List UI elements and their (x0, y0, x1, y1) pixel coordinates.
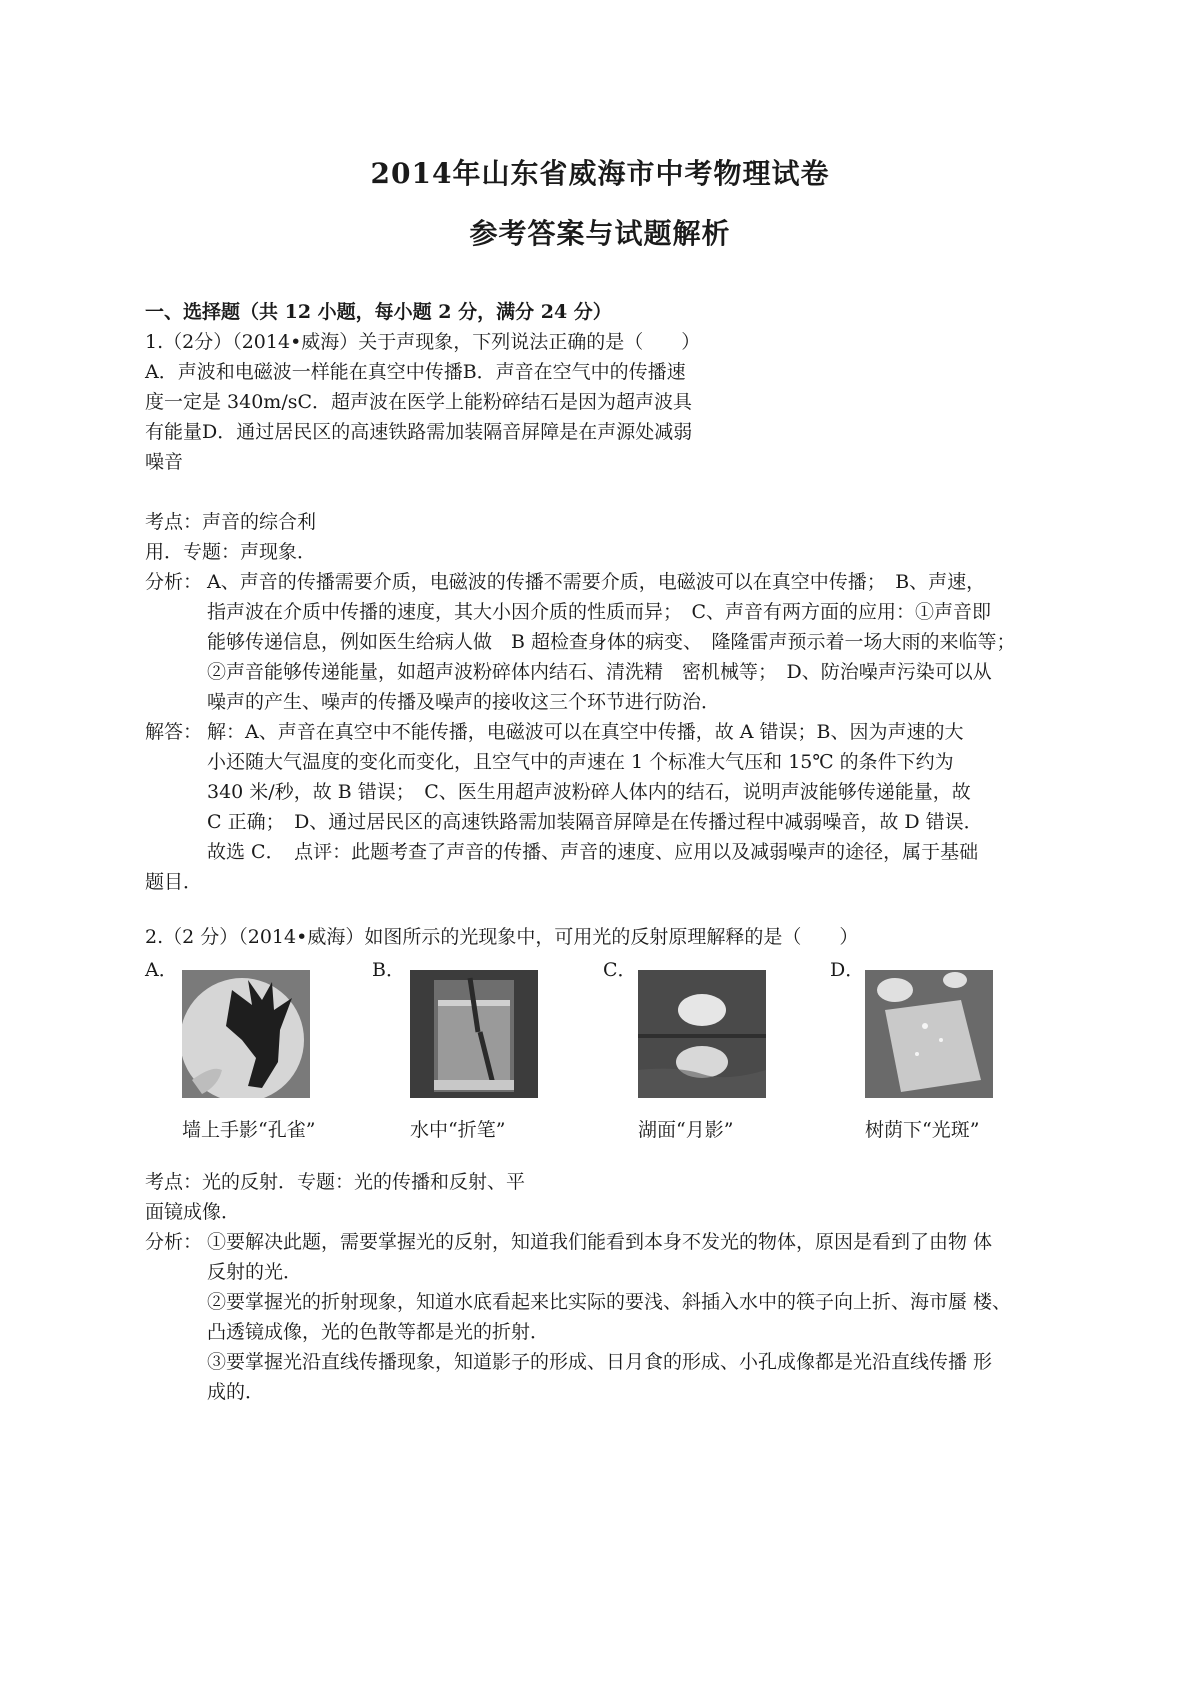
q2-option-caption: 水中“折笔” (410, 1119, 506, 1141)
q2-kaodian-line: 考点：光的反射．专题：光的传播和反射、平 (145, 1171, 526, 1193)
moon-reflection-photo (638, 970, 766, 1098)
q1-jieda-line: 340 米/秒，故 B 错误； C、医生用超声波粉碎人体内的结石，说明声波能够传递能量，故 (207, 781, 971, 803)
q1-fenxi-line: 指声波在介质中传播的速度，其大小因介质的性质而异； C、声音有两方面的应用：①声音即 (207, 601, 992, 623)
q1-fenxi-line: ②声音能够传递能量，如超声波粉碎体内结石、清洗精 密机械等； D、防治噪声污染可以从 (207, 661, 992, 683)
light-spots-photo (865, 970, 993, 1098)
q1-jieda-line: 小还随大气温度的变化而变化，且空气中的声速在 1 个标准大气压和 15℃ 的条件下约为 (207, 751, 954, 773)
q2-fenxi-line: ①要解决此题，需要掌握光的反射，知道我们能看到本身不发光的物体，原因是看到了由物 体 (207, 1231, 993, 1253)
q2-fenxi-line: 凸透镜成像，光的色散等都是光的折射． (207, 1321, 550, 1343)
q2-option-letter: C． (603, 959, 637, 981)
q2-option-caption: 树荫下“光斑” (865, 1119, 980, 1141)
q1-fenxi-line: 噪声的产生、噪声的传播及噪声的接收这三个环节进行防治． (207, 691, 721, 713)
q1-jieda-line: C 正确； D、通过居民区的高速铁路需加装隔音屏障是在传播过程中减弱噪音，故 D 错误． (207, 811, 983, 833)
q1-option-line: 度一定是 340m/sC．超声波在医学上能粉碎结石是因为超声波具 (145, 391, 693, 413)
q1-fenxi-line: 能够传递信息，例如医生给病人做 B 超检查身体的病变、 隆隆雷声预示着一场大雨的来临等； (207, 631, 1016, 653)
q1-option-line: 有能量D．通过居民区的高速铁路需加装隔音屏障是在声源处减弱 (145, 421, 693, 443)
q2-option-letter: D． (830, 959, 865, 981)
section-heading: 一、选择题（共 12 小题，每小题 2 分，满分 24 分） (145, 301, 612, 323)
q1-fenxi-label: 分析： (145, 571, 203, 593)
q2-option-caption: 湖面“月影” (638, 1119, 734, 1141)
q1-kaodian-line: 考点：声音的综合利 (145, 511, 317, 533)
q1-option-line: 噪音 (145, 451, 184, 473)
q2-kaodian-line: 面镜成像． (145, 1201, 241, 1223)
q2-option-caption: 墙上手影“孔雀” (182, 1119, 316, 1141)
page-subtitle: 参考答案与试题解析 (469, 217, 731, 250)
page-title: 2014年山东省威海市中考物理试卷 (370, 157, 830, 190)
q1-jieda-line: 解：A、声音在真空中不能传播，电磁波可以在真空中传播，故 A 错误；B、因为声速的大 (207, 721, 964, 743)
q1-jieda-line: 故选 C． 点评：此题考查了声音的传播、声音的速度、应用以及减弱噪声的途径，属于基础 (207, 841, 979, 863)
q2-fenxi-line: 反射的光． (207, 1261, 303, 1283)
bent-pencil-photo (410, 970, 538, 1098)
q1-stem: 1.（2分）（2014•威海）关于声现象，下列说法正确的是（ ） (145, 331, 701, 353)
q1-kaodian-line: 用．专题：声现象． (145, 541, 317, 563)
hand-shadow-photo (182, 970, 310, 1098)
q2-option-letter: B． (372, 959, 405, 981)
q2-stem: 2.（2 分）（2014•威海）如图所示的光现象中，可用光的反射原理解释的是（ ） (145, 926, 859, 948)
q2-option-letter: A． (145, 959, 178, 981)
q2-fenxi-line: ②要掌握光的折射现象，知道水底看起来比实际的要浅、斜插入水中的筷子向上折、海市蜃 楼、 (207, 1291, 1012, 1313)
q1-jieda-label: 解答： (145, 721, 203, 743)
q1-fenxi-line: A、声音的传播需要介质，电磁波的传播不需要介质，电磁波可以在真空中传播； B、声速， (207, 571, 986, 593)
q1-last-line: 题目． (145, 871, 203, 893)
q2-fenxi-line: 成的． (207, 1381, 265, 1403)
q2-fenxi-label: 分析： (145, 1231, 203, 1253)
q1-option-line: A．声波和电磁波一样能在真空中传播B．声音在空气中的传播速 (145, 361, 686, 383)
q2-fenxi-line: ③要掌握光沿直线传播现象，知道影子的形成、日月食的形成、小孔成像都是光沿直线传播 形 (207, 1351, 993, 1373)
